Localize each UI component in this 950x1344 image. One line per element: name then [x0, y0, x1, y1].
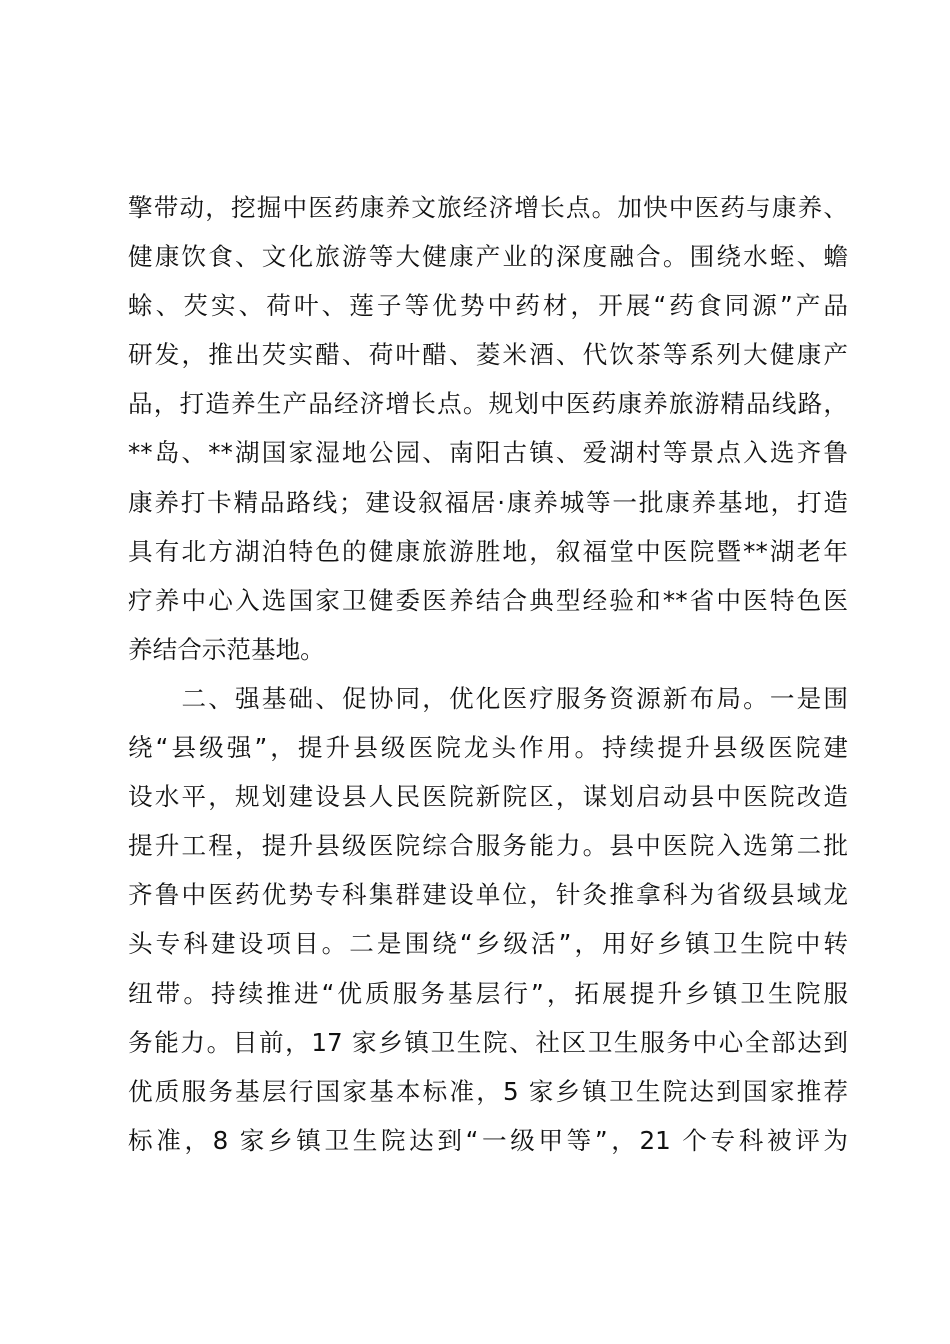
- text-line: 研发，推出芡实醋、荷叶醋、菱米酒、代饮茶等系列大健康产: [128, 340, 848, 370]
- text-line: 养结合示范基地。: [128, 634, 325, 664]
- text-line: 具有北方湖泊特色的健康旅游胜地，叙福堂中医院暨**湖老年: [128, 536, 848, 566]
- text-line: 标准，8 家乡镇卫生院达到“一级甲等”，21 个专科被评为: [128, 1125, 848, 1155]
- text-line: 绕“县级强”，提升县级医院龙头作用。持续提升县级医院建: [128, 733, 848, 763]
- text-line: 务能力。目前，17 家乡镇卫生院、社区卫生服务中心全部达到: [128, 1027, 848, 1057]
- text-line: 疗养中心入选国家卫健委医养结合典型经验和**省中医特色医: [128, 585, 848, 615]
- text-line: 设水平，规划建设县人民医院新院区，谋划启动县中医院改造: [128, 782, 848, 812]
- text-line: 品，打造养生产品经济增长点。规划中医药康养旅游精品线路，: [128, 389, 848, 419]
- text-line: 擎带动，挖掘中医药康养文旅经济增长点。加快中医药与康养、: [128, 193, 848, 222]
- text-line: 康养打卡精品路线；建设叙福居·康养城等一批康养基地，打造: [128, 487, 848, 517]
- body-text: [128, 183, 848, 1165]
- text-line: 纽带。持续推进“优质服务基层行”，拓展提升乡镇卫生院服: [128, 978, 848, 1008]
- paragraph-1: [128, 183, 848, 674]
- text-line: 齐鲁中医药优势专科集群建设单位，针灸推拿科为省级县域龙: [128, 880, 848, 910]
- text-line: 头专科建设项目。二是围绕“乡级活”，用好乡镇卫生院中转: [128, 929, 848, 959]
- text-line: 蜍、芡实、荷叶、莲子等优势中药材，开展“药食同源”产品: [128, 291, 848, 321]
- text-line: 二、强基础、促协同，优化医疗服务资源新布局。一是围: [128, 683, 848, 713]
- text-line: 健康饮食、文化旅游等大健康产业的深度融合。围绕水蛭、蟾: [128, 242, 848, 272]
- text-line: **岛、**湖国家湿地公园、南阳古镇、爱湖村等景点入选齐鲁: [128, 438, 848, 468]
- text-line: 提升工程，提升县级医院综合服务能力。县中医院入选第二批: [128, 831, 848, 861]
- paragraph-2: [128, 674, 848, 1165]
- text-line: 优质服务基层行国家基本标准，5 家乡镇卫生院达到国家推荐: [128, 1076, 848, 1106]
